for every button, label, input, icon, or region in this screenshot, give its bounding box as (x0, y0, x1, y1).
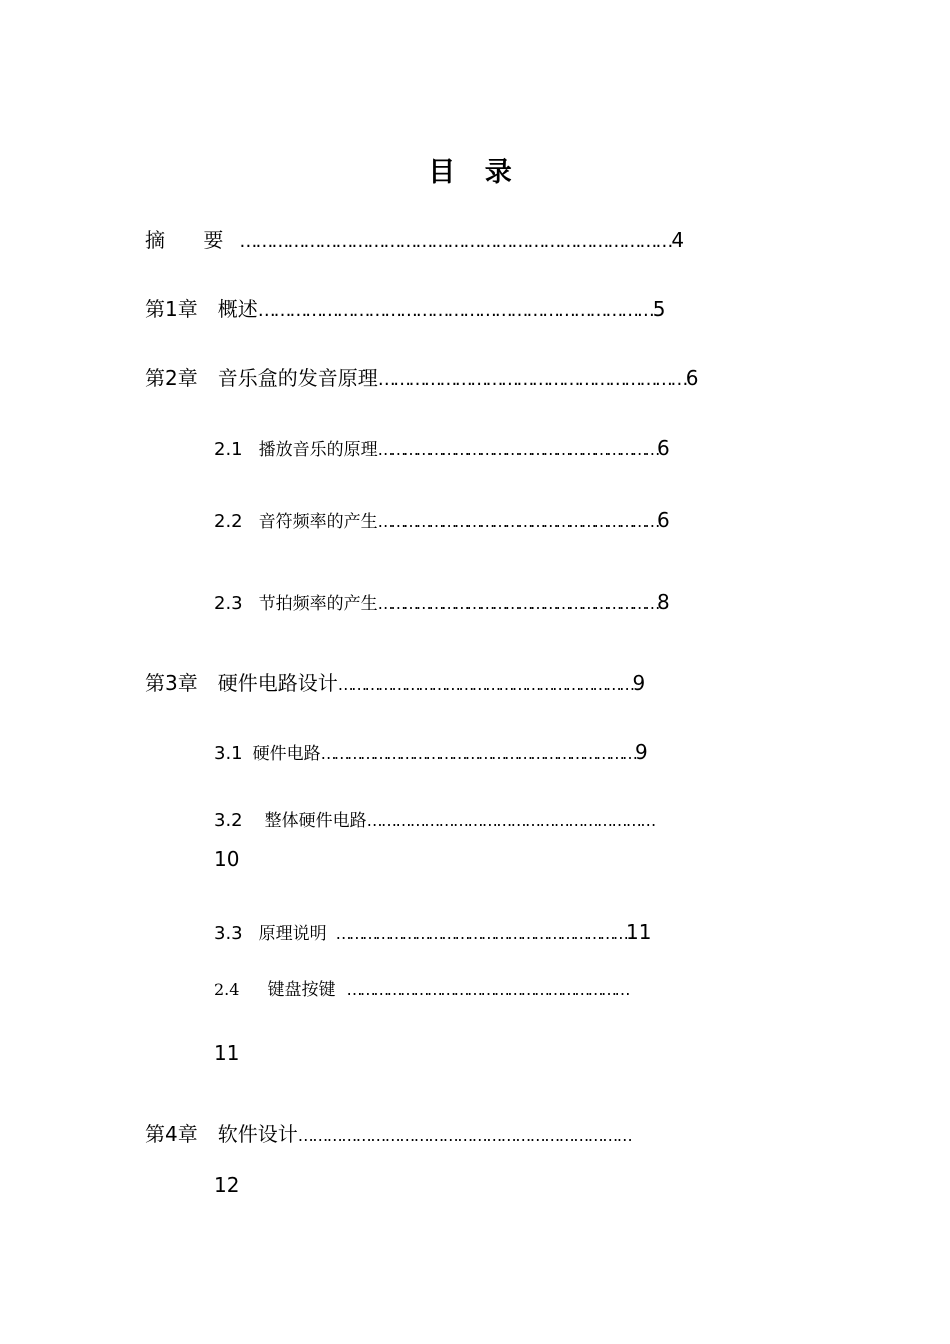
toc-entry-label: 原理说明 (258, 924, 327, 944)
toc-entry-number: 2.1 (214, 439, 243, 460)
toc-entry-label: 硬件电路 (252, 744, 321, 764)
toc-entry-number: 第1章 (145, 297, 198, 321)
toc-entry-chapter-4[interactable] (145, 1124, 631, 1144)
toc-entry-label: 音符频率的产生 (258, 512, 378, 532)
toc-entry-section-2-1[interactable] (214, 438, 670, 459)
toc-page-number: 8 (657, 590, 670, 614)
toc-page-number: 9 (635, 740, 648, 764)
toc-entry-section-2-3[interactable] (214, 592, 670, 613)
toc-entry-label: 软件设计 (217, 1122, 298, 1146)
toc-entry-number: 第2章 (145, 366, 198, 390)
toc-entry-number: 第4章 (145, 1122, 198, 1146)
toc-entry-section-2-2[interactable] (214, 510, 670, 531)
toc-leader-dots: ………………………………………………………………… (257, 300, 653, 321)
toc-entry-section-3-3[interactable] (214, 922, 652, 943)
toc-entry-section-2-4[interactable] (214, 982, 628, 999)
toc-entry-chapter-1[interactable] (145, 299, 665, 320)
toc-leader-dots: ……………………………………………………………… (320, 744, 636, 763)
toc-leader-dots: ………………………………………………………… (377, 512, 658, 531)
toc-page-number: 6 (685, 366, 699, 390)
toc-leader-dots: ………………………………………………………… (377, 440, 658, 459)
toc-entry-label: 硬件电路设计 (217, 671, 338, 695)
toc-leader-dots: ………………………………………………………… (335, 924, 627, 943)
toc-page-number: 5 (652, 297, 666, 321)
toc-leader-dots: ……………………………………………………………………… (239, 231, 672, 252)
toc-entry-number: 2.3 (214, 593, 243, 614)
toc-entry-label: 概述 (217, 297, 258, 321)
toc-entry-number: 第3章 (145, 671, 198, 695)
toc-title: 目 录 (428, 157, 522, 188)
toc-entry-section-3-1[interactable] (214, 742, 648, 763)
toc-entry-label: 节拍频率的产生 (258, 594, 378, 614)
toc-entry-number: 3.3 (214, 923, 243, 944)
toc-page-number: 12 (214, 1173, 240, 1197)
toc-leader-dots: …………………………………………………… (377, 369, 686, 390)
toc-entry-label: 音乐盒的发音原理 (217, 366, 378, 390)
toc-entry-number: 2.2 (214, 511, 243, 532)
toc-page-number: 6 (657, 436, 670, 460)
toc-leader-dots: ………………………………………………………… (377, 594, 658, 613)
toc-page-number: 9 (632, 671, 646, 695)
toc-page-number: 11 (626, 920, 652, 944)
toc-leader-dots: ………………………………………………………… (337, 675, 633, 694)
toc-entry-label: 整体硬件电路 (264, 811, 367, 831)
toc-page-number: 11 (214, 1041, 240, 1065)
toc-entry-number: 3.2 (214, 810, 243, 831)
toc-entry-number: 3.1 (214, 743, 243, 764)
toc-entry-section-3-2[interactable] (214, 812, 655, 830)
toc-entry-label: 摘 要 (145, 228, 240, 252)
toc-entry-number: 2.4 (214, 980, 240, 999)
toc-leader-dots: …………………………………………………………… (297, 1126, 632, 1145)
toc-leader-dots: …………………………………………………… (366, 811, 655, 830)
toc-entry-label: 播放音乐的原理 (258, 440, 378, 460)
toc-page-number: 4 (671, 228, 685, 252)
toc-entry-chapter-2[interactable] (145, 368, 698, 389)
toc-entry-label: 键盘按键 (267, 980, 336, 1000)
toc-leader-dots: ……………………………………………………… (346, 980, 628, 999)
toc-page-number: 10 (214, 847, 240, 871)
toc-entry-abstract[interactable] (145, 230, 684, 251)
toc-entry-chapter-3[interactable] (145, 673, 645, 693)
toc-page-number: 6 (657, 508, 670, 532)
